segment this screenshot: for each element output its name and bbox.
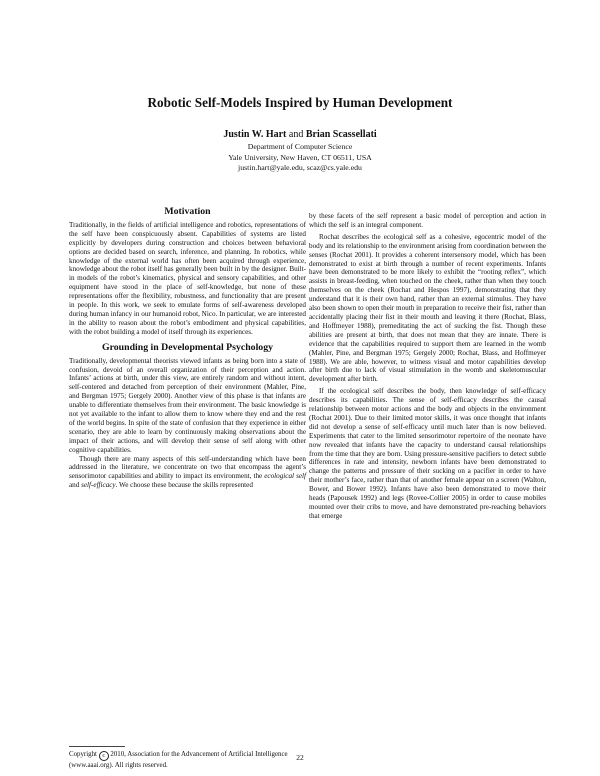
author-conjunction: and: [288, 129, 304, 140]
copyright-notice: Copyright c 2010, Association for the Advancement of Artificial Intelligence (www.aaai.org). All rights reserved.: [69, 751, 288, 769]
right-column: [309, 212, 546, 521]
body-paragraph: Traditionally, developmental theorists viewed infants as being born into a state of confusion, devoid of an overall organization of their perception and action. Infants’ actions at birth, under this view, are entirely random and without intent, self-centered and detached from perception of their environment (Mahler, Pine, and Bergman 1975; Gergely 2000). Another view of this phase is that infants are unable to differentiate themselves from their environment. The basic knowledge is not yet available to the infant to allow them to know where they end and the rest of the world begins. In spite of the state of confusion that they experience in either scenario, they are able to learn by continuously making observations about the impact of their actions, and will develop their sense of self along with other cognitive capabilities.: [69, 356, 306, 454]
author-name: Brian Scassellati: [305, 129, 377, 140]
emphasis-term: self-efficacy: [81, 481, 116, 490]
author-name: Justin W. Hart: [223, 129, 287, 140]
paragraph-text: and: [69, 481, 82, 490]
body-paragraph: Traditionally, in the fields of artificial intelligence and robotics, representations of the self have been conspicuously absent. Capabilities of systems are listed explicitly by developers during construction and choices between behavioral options are decided based on search, inference, and planning. In robotics, while knowledge of the external world has often been acquired through experience, knowledge about the robot itself has generally been built in by the designer. Built-in models of the robot’s kinematics, physical and sensory capabilities, and other equipment have stood in the place of self-knowledge, but none of these representations offer the flexibility, robustness, and functionality that are present in people. In this work, we seek to emulate forms of self-awareness developed during human infancy in our humanoid robot, Nico. In particular, we are interested in the ability to reason about the robot’s embodiment and physical capabilities, with the robot building a model of itself through its experiences.: [69, 220, 306, 336]
body-paragraph: Rochat describes the ecological self as a cohesive, egocentric model of the body and its relationship to the environment arising from coordination between the senses (Rochat 2001). It provides a coherent intersensory model, which has been demonstrated to exist at birth through a number of recent experiments. Infants have been demonstrated to be more likely to exhibit the “rooting reflex”, which assists in breast-feeding, when touched on the cheek, rather than when they touch themselves on the cheek (Rochat and Hespos 1997), demonstrating that they understand that it is their own hand, rather than an external stimulus. They have also been shown to open their mouth in preparation to receive their fist, rather than accidentally placing their fist in their mouth and leaving it there (Rochat, Blass, and Hoffmeyer 1988), premeditating the act of sucking the fist. Though these abilities are present at birth, that does not mean that they are innate. There is evidence that the capabilities required to support them are learned in the womb (Mahler, Pine, and Bergman 1975; Gergely 2000; Rochat, Blass, and Hoffmeyer 1988). We are able, however, to witness visual and motor capabilities develop after birth due to lack of visual stimulation in the womb and skeletomuscular development after birth.: [309, 232, 546, 384]
body-paragraph: [69, 455, 306, 491]
left-column: [69, 208, 306, 490]
body-paragraph: If the ecological self describes the body, then knowledge of self-efficacy describes its capabilities. The sense of self-efficacy describes the causal relationship between motor actions and the body and objects in the environment (Rochat 2001). Due to their limited motor skills, it was once thought that infants did not develop a sense of self-efficacy until much later than is now believed. Experiments that cater to the limited sensorimotor repertoire of the neonate have now revealed that infants have the capacity to understand causal relationships from the time that they are born. Using pressure-sensitive pacifiers to detect subtle differences in rate and intensity, newborn infants have been demonstrated to change the patterns and pressure of their sucking on a pacifier in order to have their mother’s face, rather than that of another female appear on a screen (Walton, Bower, and Bower 1992). Infants have also been demonstrated to move their heads (Papousek 1992) and legs (Rovee-Collier 2005) in order to cause mobiles mounted over their cribs to move, and have demonstrated pre-reaching behaviors that emerge: [309, 387, 546, 520]
section-heading-grounding: Grounding in Developmental Psychology: [101, 341, 273, 353]
author-line: [0, 129, 600, 140]
section-heading-motivation: Motivation: [164, 206, 211, 217]
copyright-icon: c: [99, 751, 109, 761]
affiliation-university: Yale University, New Haven, CT 06511, USA: [228, 152, 372, 162]
emphasis-term: ecological self: [264, 472, 306, 481]
paragraph-text: Though there are many aspects of this self-understanding which have been addressed in the literature, we concentrate on two that encompass the agent’s sensorimotor capabilities and ability to impact its environment, the: [69, 454, 306, 481]
body-paragraph: by these facets of the self represent a basic model of perception and action in which the self is an integral component.: [309, 212, 546, 229]
footnote-rule: [69, 746, 125, 747]
paragraph-text: . We choose these because the skills represented: [115, 481, 253, 490]
affiliation-email: justin.hart@yale.edu, scaz@cs.yale.edu: [238, 163, 362, 172]
paper-title: Robotic Self-Models Inspired by Human Development: [147, 95, 453, 110]
affiliation-department: Department of Computer Science: [247, 142, 353, 151]
affiliation-block: [0, 142, 600, 174]
page-number: 22: [296, 753, 304, 762]
